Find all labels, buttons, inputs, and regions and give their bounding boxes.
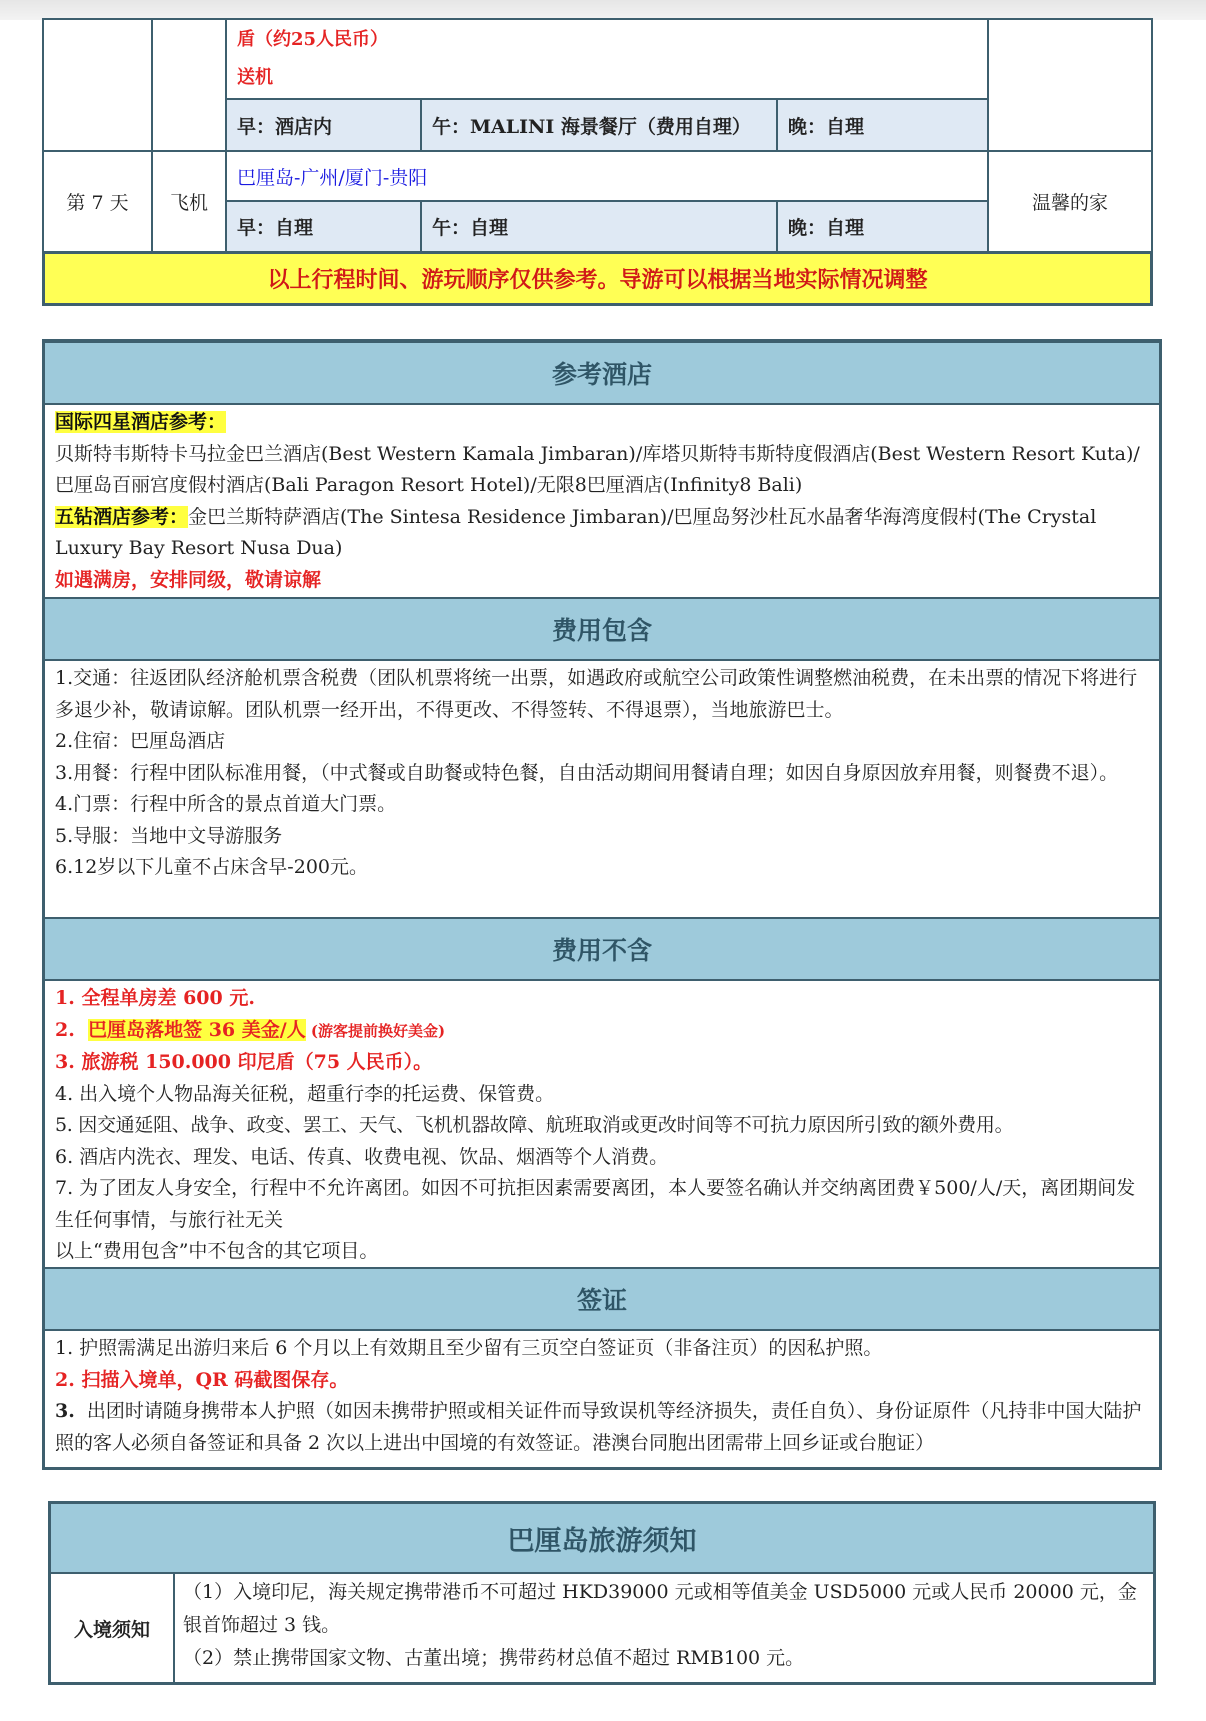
transport-cell-empty (151, 18, 227, 152)
travel-notes-table (48, 1501, 1156, 1685)
included-item: 3.用餐：行程中团队标准用餐，（中式餐或自助餐或特色餐，自由活动期间用餐请自理；如因自身原因放弃用餐，则餐费不退）。 (55, 761, 1119, 784)
travel-notes-heading: 巴厘岛旅游须知 (51, 1504, 1153, 1574)
hotels-heading: 参考酒店 (45, 341, 1159, 405)
excluded-item: 1. 全程单房差 600 元. (55, 987, 255, 1009)
excluded-item: 5. 因交通延阻、战争、政变、罢工、天气、飞机机器故障、航班取消或更改时间等不可抗力原因所引致的额外费用。 (55, 1114, 1014, 1136)
top-bar (0, 0, 1206, 20)
included-item: 1.交通：往返团队经济舱机票含税费（团队机票将统一出票，如遇政府或航空公司政策性调整燃油税费，在未出票的情况下将进行多退少补，敬请谅解。团队机票一经开出，不得更改、不得签转、不得退票），当地旅游巴士。 (55, 667, 1138, 721)
visa-item: 1. 护照需满足出游归来后 6 个月以上有效期且至少留有三页空白签证页（非备注页）的因私护照。 (55, 1337, 883, 1359)
info-table (42, 339, 1162, 1470)
excluded-item: 以上“费用包含”中不包含的其它项目。 (55, 1240, 379, 1262)
entry-notes-body (175, 1574, 1153, 1682)
hotels-note: 如遇满房，安排同级，敬请谅解 (55, 568, 322, 591)
excluded-heading: 费用不含 (45, 917, 1159, 981)
included-item: 4.门票：行程中所含的景点首道大门票。 (55, 793, 397, 815)
included-heading: 费用包含 (45, 597, 1159, 661)
excluded-body (45, 981, 1159, 1267)
entry-notes-label: 入境须知 (51, 1574, 175, 1682)
hotels-body (45, 405, 1159, 597)
included-item: 6.12岁以下儿童不占床含早-200元。 (55, 856, 368, 878)
row6-dinner: 晚：自理 (776, 98, 989, 152)
excluded-item: 巴厘岛落地签 36 美金/人 (88, 1018, 306, 1041)
row6-breakfast: 早：酒店内 (225, 98, 422, 152)
included-item: 5.导服：当地中文导游服务 (55, 824, 283, 847)
entry-note: （1）入境印尼，海关规定携带港币不可超过 HKD39000 元或相等值美金 USD5000 元或人民币 20000 元，金银首饰超过 3 钱。 (183, 1581, 1137, 1636)
row6-line: 盾（约25人民币） (237, 29, 389, 50)
row6-line: 送机 (237, 67, 273, 88)
row7-transport: 飞机 (151, 150, 227, 253)
row7-dinner: 晚：自理 (776, 200, 989, 253)
itinerary-notice: 以上行程时间、游玩顺序仅供参考。导游可以根据当地实际情况调整 (42, 251, 1153, 306)
excluded-item: 4. 出入境个人物品海关征税，超重行李的托运费、保管费。 (55, 1082, 555, 1105)
row7-day: 第 7 天 (42, 150, 153, 253)
row7-breakfast: 早：自理 (225, 200, 422, 253)
included-body (45, 661, 1159, 917)
visa-item: 出团时请随身携带本人护照（如因未携带护照或相关证件而导致误机等经济损失，责任自负）、身份证原件（凡持非中国大陆护照的客人必须自备签证和具备 2 次以上进出中国境的有效签证。港澳台同胞出团需带上回乡证或台胞证） (55, 1400, 1142, 1454)
five-star-hotels: 金巴兰斯特萨酒店(The Sintesa Residence Jimbaran)/巴厘岛努沙杜瓦水晶奢华海湾度假村(The Crystal Luxury Bay Resort Nusa Dua) (55, 505, 1097, 559)
excluded-item-num: 2. (55, 1018, 89, 1041)
four-star-hotels: 贝斯特韦斯特卡马拉金巴兰酒店(Best Western Kamala Jimbaran)/库塔贝斯特韦斯特度假酒店(Best Western Resort Kuta)/巴厘岛百丽宫度假村酒店(Bali Paragon Resort Hotel)/无限8巴厘酒店(Infinity8 Bali) (55, 442, 1140, 496)
included-item: 2.住宿：巴厘岛酒店 (55, 730, 226, 752)
hotel-cell-empty (987, 18, 1153, 152)
day-cell-empty (42, 18, 153, 152)
four-star-label: 国际四星酒店参考： (55, 411, 227, 433)
entry-note: （2）禁止携带国家文物、古董出境；携带药材总值不超过 RMB100 元。 (183, 1647, 805, 1669)
excluded-item: 6. 酒店内洗衣、理发、电话、传真、收费电视、饮品、烟酒等个人消费。 (55, 1145, 669, 1168)
row6-lunch: 午：MALINI 海景餐厅（费用自理） (420, 98, 778, 152)
visa-item: 2. 扫描入境单，QR 码截图保存。 (55, 1368, 349, 1391)
row7-lunch: 午：自理 (420, 200, 778, 253)
excluded-item: 7. 为了团友人身安全，行程中不允许离团。如因不可抗拒因素需要离团，本人要签名确认并交纳离团费￥500/人/天，离团期间发生任何事情，与旅行社无关 (55, 1177, 1136, 1231)
five-star-label: 五钻酒店参考： (55, 505, 189, 528)
visa-body (45, 1331, 1159, 1460)
row7-hotel: 温馨的家 (987, 150, 1153, 253)
visa-item-num: 3. (55, 1400, 75, 1422)
row7-route: 巴厘岛-广州/厦门-贵阳 (225, 150, 989, 202)
excluded-item-note: (游客提前换好美金) (305, 1021, 446, 1040)
visa-heading: 签证 (45, 1267, 1159, 1331)
excluded-item: 3. 旅游税 150.000 印尼盾（75 人民币）。 (55, 1051, 433, 1073)
